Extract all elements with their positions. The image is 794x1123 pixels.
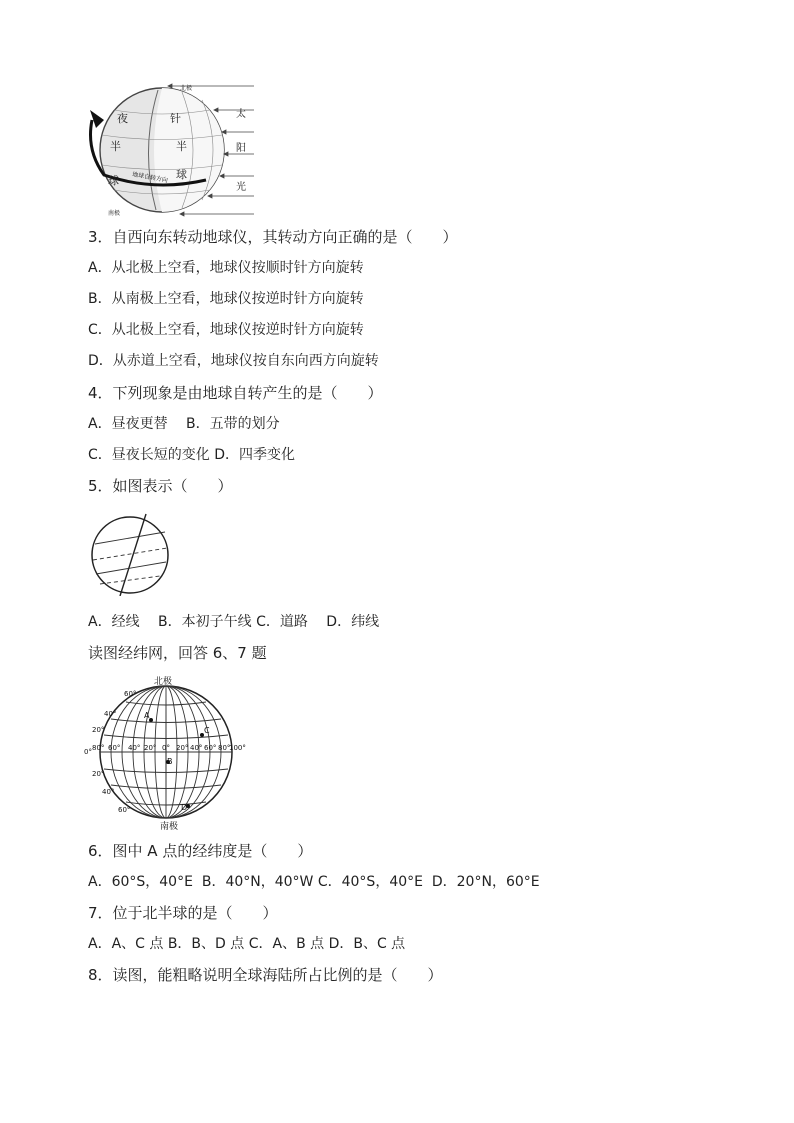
point-a-label: A <box>144 711 150 720</box>
point-c-label: C <box>204 726 210 735</box>
questions-6-7-intro: 读图经纬网，回答 6、7 题 <box>88 644 267 662</box>
lat-label: 0° <box>84 748 92 756</box>
question-6-options: A．60°S，40°E B．40°N，40°W C．40°S，40°E D．20°N，60°E <box>88 874 540 890</box>
question-3-option-c: C．从北极上空看，地球仪按逆时针方向旋转 <box>88 322 364 338</box>
lon-label: 0° <box>162 744 170 752</box>
question-7-stem: 7．位于北半球的是（ ） <box>88 904 278 922</box>
lat-label: 60° <box>118 806 131 814</box>
night-char-3: 球 <box>108 174 119 187</box>
south-pole-label: 南极 <box>108 210 121 217</box>
point-b-label: B <box>167 757 173 766</box>
question-4-options-line-1: A．昼夜更替 B．五带的划分 <box>88 416 280 432</box>
lon-label: 100° <box>229 744 246 752</box>
lon-label: 60° <box>108 744 121 752</box>
lat-label: 20° <box>92 726 105 734</box>
question-3-option-b: B．从南极上空看，地球仪按逆时针方向旋转 <box>88 291 364 307</box>
question-3-option-a: A．从北极上空看，地球仪按顺时针方向旋转 <box>88 260 364 276</box>
lat-label: 40° <box>102 788 115 796</box>
lon-label: 60° <box>204 744 217 752</box>
day-char-2: 半 <box>176 140 187 153</box>
tilted-lines-globe-figure <box>86 512 176 596</box>
day-night-globe-figure <box>84 80 256 218</box>
sun-char-2: 阳 <box>236 143 246 154</box>
sun-char-3: 光 <box>236 182 246 193</box>
question-5-stem: 5．如图表示（ ） <box>88 477 233 495</box>
question-5-options: A．经线 B．本初子午线 C．道路 D．纬线 <box>88 614 380 630</box>
rotation-label: 地球自转方向 <box>131 171 169 185</box>
lon-label: 40° <box>128 744 141 752</box>
question-8-stem: 8．读图，能粗略说明全球海陆所占比例的是（ ） <box>88 966 443 984</box>
night-char-1: 夜 <box>117 112 128 125</box>
lat-label: 60° <box>124 690 137 698</box>
point-d-label: D <box>181 803 188 812</box>
question-4-options-line-2: C．昼夜长短的变化 D．四季变化 <box>88 447 296 463</box>
lon-label: 40° <box>190 744 203 752</box>
north-pole-label: 北极 <box>180 85 193 92</box>
question-3-stem: 3．自西向东转动地球仪，其转动方向正确的是（ ） <box>88 228 458 246</box>
day-char-3: 球 <box>176 168 187 181</box>
lon-label: 20° <box>176 744 189 752</box>
question-4-stem: 4．下列现象是由地球自转产生的是（ ） <box>88 384 383 402</box>
lon-label: 20° <box>144 744 157 752</box>
question-3-option-d: D．从赤道上空看，地球仪按自东向西方向旋转 <box>88 353 379 369</box>
lat-label: 20° <box>92 770 105 778</box>
question-6-stem: 6．图中 A 点的经纬度是（ ） <box>88 842 313 860</box>
sun-char-1: 太 <box>236 109 246 120</box>
question-7-options: A．A、C 点 B．B、D 点 C．A、B 点 D．B、C 点 <box>88 936 406 952</box>
lon-label: 80° <box>218 744 231 752</box>
graticule-globe-figure <box>84 672 246 832</box>
lat-label: 40° <box>104 710 117 718</box>
lon-label: 80° <box>92 744 105 752</box>
south-pole-label-3: 南极 <box>160 822 179 832</box>
night-char-2: 半 <box>110 140 121 153</box>
north-pole-label-3: 北极 <box>154 677 173 687</box>
day-char-1: 针 <box>170 112 181 125</box>
